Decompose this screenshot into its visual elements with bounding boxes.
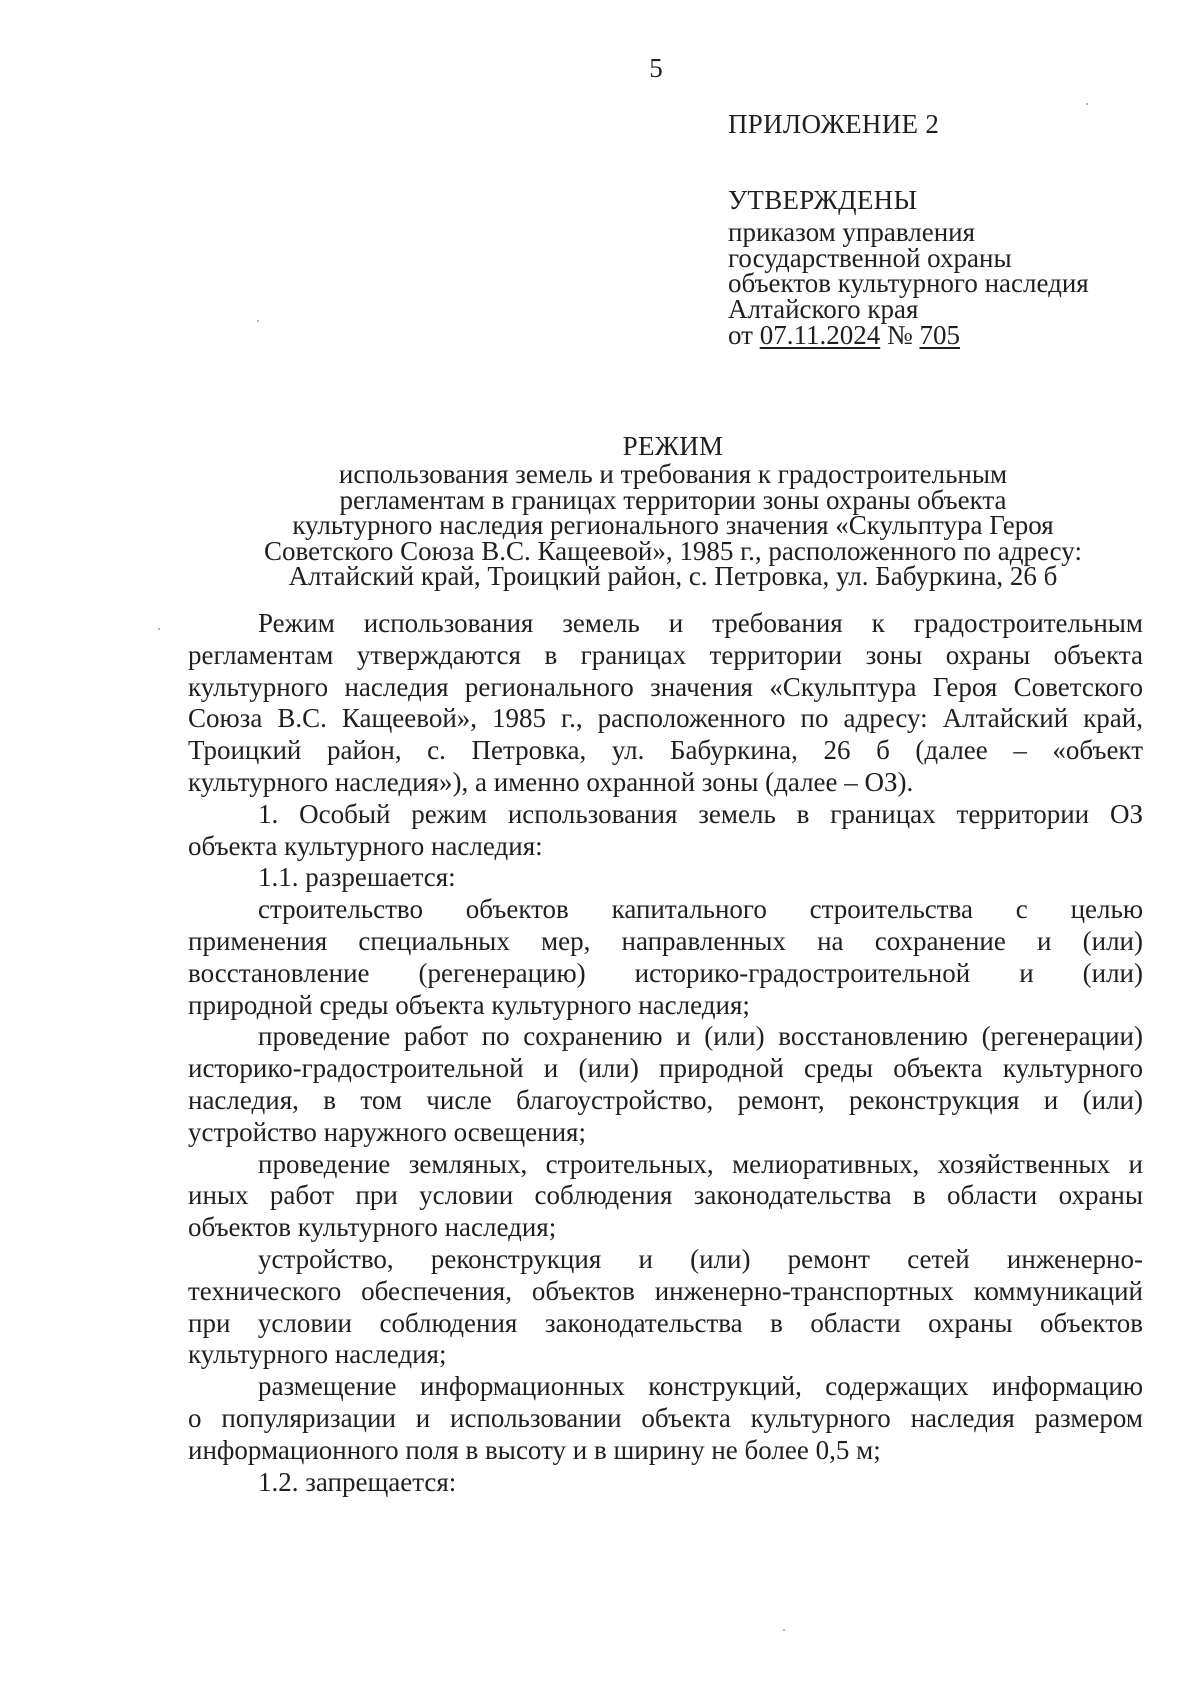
text-line: о популяризации и использовании объекта культурного наследия размером bbox=[188, 1402, 1143, 1433]
paragraph-intro bbox=[188, 608, 1143, 799]
page-number: 5 bbox=[649, 53, 663, 83]
paragraph-item-1-1 bbox=[188, 862, 1143, 894]
scan-speck bbox=[257, 320, 259, 322]
text-line: 1.2. запрещается: bbox=[258, 1466, 457, 1497]
number-sign: № bbox=[886, 320, 913, 350]
regime-heading bbox=[178, 430, 1168, 590]
text-line: иных работ при условии соблюдения законодательства в области охраны bbox=[188, 1180, 1143, 1211]
text-line: объектов культурного наследия; bbox=[188, 1212, 557, 1243]
paragraph-item-1-2 bbox=[188, 1467, 1143, 1499]
scan-speck bbox=[1086, 103, 1088, 105]
approval-line: Алтайского края bbox=[728, 293, 919, 324]
text-line: природной среды объекта культурного наследия; bbox=[188, 989, 750, 1020]
text-line: Троицкий район, с. Петровка, ул. Бабуркина, 26 б (далее – «объект bbox=[188, 735, 1143, 766]
text-line: размещение информационных конструкций, содержащих информацию bbox=[258, 1371, 1143, 1402]
date-prefix: от bbox=[728, 320, 753, 350]
scan-speck bbox=[783, 1629, 785, 1631]
text-line: проведение земляных, строительных, мелиоративных, хозяйственных и bbox=[258, 1148, 1143, 1179]
text-line: устройство, реконструкция и (или) ремонт сетей инженерно- bbox=[258, 1243, 1143, 1274]
appendix-label: ПРИЛОЖЕНИЕ 2 bbox=[728, 109, 940, 139]
text-line: технического обеспечения, объектов инженерно-транспортных коммуникаций bbox=[188, 1275, 1143, 1306]
text-line: применения специальных мер, направленных на сохранение и (или) bbox=[188, 925, 1143, 956]
text-line: строительство объектов капитального строительства с целью bbox=[258, 894, 1143, 925]
approval-date-line bbox=[728, 322, 1168, 349]
text-line: Союза В.С. Кащеевой», 1985 г., расположенного по адресу: Алтайский край, bbox=[188, 703, 1143, 734]
paragraph-earthworks bbox=[188, 1149, 1143, 1244]
paragraph-preservation-works bbox=[188, 1021, 1143, 1148]
paragraph-info-structures bbox=[188, 1371, 1143, 1466]
text-line: культурного наследия»), а именно охранной зоны (далее – ОЗ). bbox=[188, 766, 914, 797]
regime-title: РЕЖИМ bbox=[622, 431, 724, 461]
regime-subtitle-line: культурного наследия регионального значения «Скульптура Героя bbox=[292, 510, 1054, 540]
text-line: объекта культурного наследия: bbox=[188, 830, 543, 861]
text-line: информационного поля в высоту и в ширину не более 0,5 м; bbox=[188, 1434, 881, 1465]
text-line: 1. Особый режим использования земель в границах территории ОЗ bbox=[258, 798, 1143, 829]
approval-line: приказом управления bbox=[728, 217, 976, 247]
approval-date: 07.11.2024 bbox=[759, 320, 881, 350]
scan-speck bbox=[158, 628, 160, 630]
text-line: при условии соблюдения законодательства в области охраны объектов bbox=[188, 1307, 1143, 1338]
approval-line: государственной охраны bbox=[728, 242, 1012, 273]
body-text bbox=[188, 608, 1143, 1498]
text-line: 1.1. разрешается: bbox=[258, 862, 456, 893]
regime-subtitle-line: Алтайский край, Троицкий район, с. Петровка, ул. Бабуркина, 26 б bbox=[288, 561, 1058, 591]
paragraph-utility-networks bbox=[188, 1244, 1143, 1371]
paragraph-construction bbox=[188, 894, 1143, 1021]
text-line: культурного наследия регионального значения «Скульптура Героя Советского bbox=[188, 671, 1143, 702]
paragraph-item-1 bbox=[188, 799, 1143, 863]
text-line: устройство наружного освещения; bbox=[188, 1116, 586, 1147]
regime-subtitle-line: Советского Союза В.С. Кащеевой», 1985 г., расположенного по адресу: bbox=[264, 535, 1082, 566]
approval-line: объектов культурного наследия bbox=[728, 268, 1089, 298]
approved-title: УТВЕРЖДЕНЫ bbox=[728, 185, 918, 215]
text-line: культурного наследия; bbox=[188, 1339, 447, 1370]
regime-subtitle-line: использования земель и требования к градостроительным bbox=[338, 459, 1008, 489]
text-line: проведение работ по сохранению и (или) восстановлению (регенерации) bbox=[258, 1021, 1143, 1052]
text-line: наследия, в том числе благоустройство, ремонт, реконструкция и (или) bbox=[188, 1084, 1143, 1115]
regime-subtitle-line: регламентам в границах территории зоны охраны объекта bbox=[339, 484, 1007, 515]
text-line: историко-градостроительной и (или) природной среды объекта культурного bbox=[188, 1053, 1143, 1084]
order-number: 705 bbox=[919, 320, 960, 350]
text-line: регламентам утверждаются в границах территории зоны охраны объекта bbox=[188, 639, 1143, 670]
appendix-block bbox=[728, 108, 1168, 349]
text-line: Режим использования земель и требования к градостроительным bbox=[258, 608, 1143, 638]
text-line: восстановление (регенерацию) историко-градостроительной и (или) bbox=[188, 957, 1143, 988]
